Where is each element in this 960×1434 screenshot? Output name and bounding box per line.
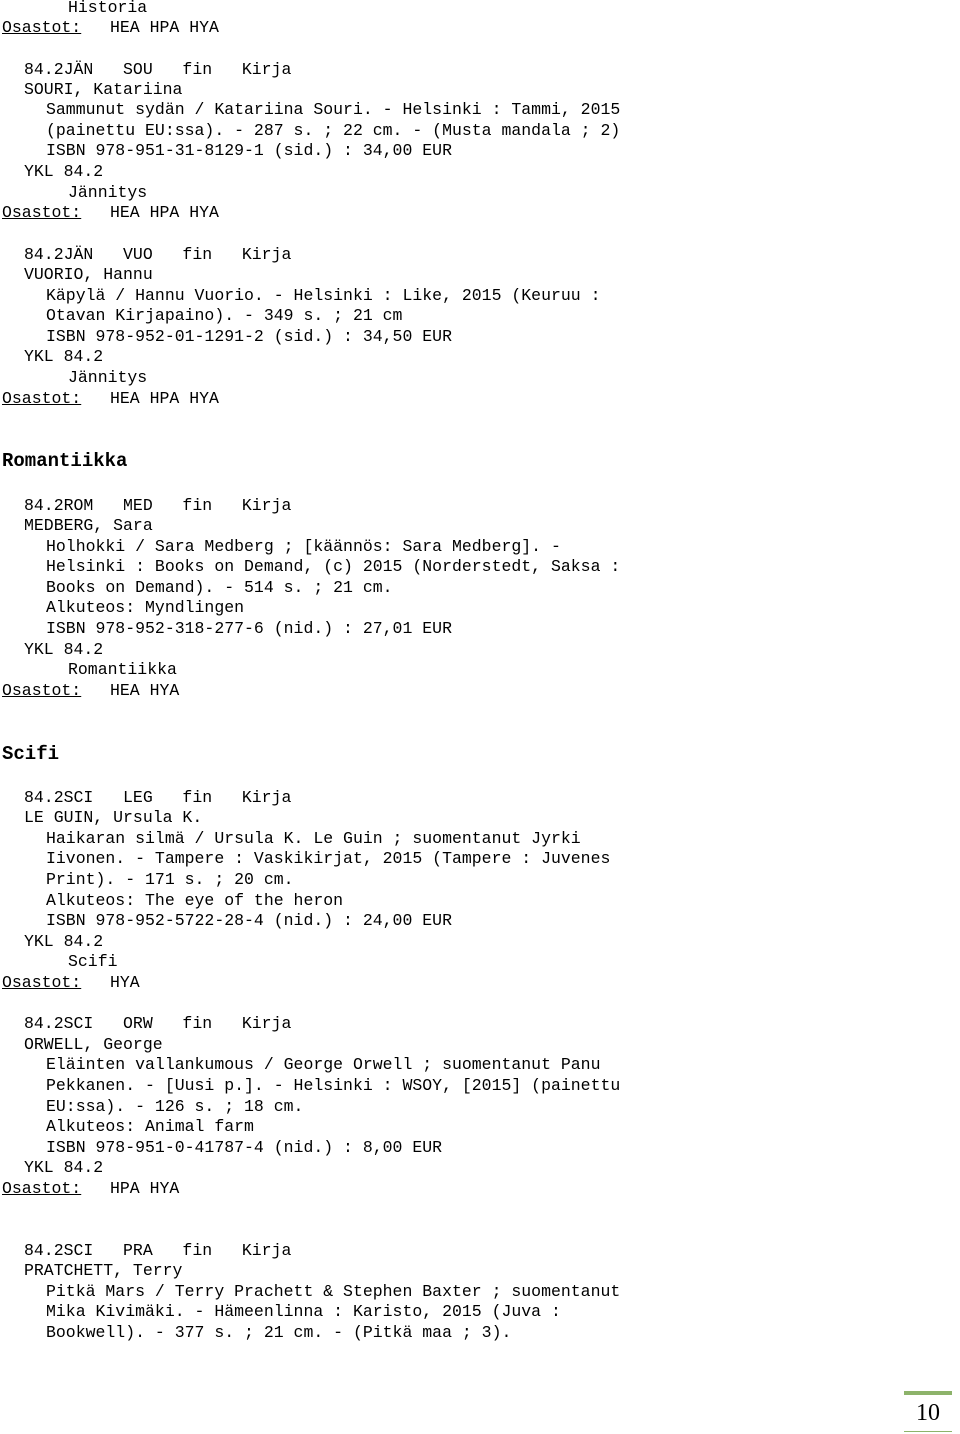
title-line: Pitkä Mars / Terry Prachett & Stephen Baxter ; suomentanut: [46, 1282, 621, 1301]
ykl: YKL 84.2: [24, 640, 104, 659]
ykl: YKL 84.2: [24, 347, 104, 366]
isbn: ISBN 978-951-0-41787-4 (nid.) : 8,00 EUR: [46, 1138, 443, 1157]
title-line: Haikaran silmä / Ursula K. Le Guin ; suomentanut Jyrki: [46, 829, 581, 848]
title-line: Helsinki : Books on Demand, (c) 2015 (Norderstedt, Saksa :: [46, 557, 621, 576]
original-title: Alkuteos: Animal farm: [46, 1117, 254, 1136]
isbn: ISBN 978-951-31-8129-1 (sid.) : 34,00 EUR: [46, 141, 452, 160]
osastot-label: Osastot:: [2, 203, 82, 222]
title-line: Otavan Kirjapaino). - 349 s. ; 21 cm: [46, 306, 403, 325]
title-line: Pekkanen. - [Uusi p.]. - Helsinki : WSOY, [2015] (painettu: [46, 1076, 621, 1095]
isbn: ISBN 978-952-5722-28-4 (nid.) : 24,00 EUR: [46, 911, 452, 930]
call-number: 84.2JÄN VUO fin Kirja: [24, 245, 292, 264]
author: LE GUIN, Ursula K.: [24, 808, 203, 827]
title-line: Iivonen. - Tampere : Vaskikirjat, 2015 (Tampere : Juvenes: [46, 849, 611, 868]
genre: Scifi: [68, 952, 118, 971]
osastot-label: Osastot:: [2, 1179, 82, 1198]
title-line: EU:ssa). - 126 s. ; 18 cm.: [46, 1097, 304, 1116]
title-line: Käpylä / Hannu Vuorio. - Helsinki : Like, 2015 (Keuruu :: [46, 286, 601, 305]
genre: Jännitys: [68, 183, 148, 202]
author: SOURI, Katariina: [24, 80, 183, 99]
genre: Jännitys: [68, 368, 148, 387]
title-line: Eläinten vallankumous / George Orwell ; suomentanut Panu: [46, 1055, 601, 1074]
osastot-value: HEA HPA HYA: [110, 389, 219, 408]
call-number: 84.2JÄN SOU fin Kirja: [24, 60, 292, 79]
genre: Romantiikka: [68, 660, 177, 679]
call-number: 84.2SCI PRA fin Kirja: [24, 1241, 292, 1260]
author: PRATCHETT, Terry: [24, 1261, 183, 1280]
isbn: ISBN 978-952-01-1291-2 (sid.) : 34,50 EUR: [46, 327, 452, 346]
section-heading-scifi: Scifi: [2, 743, 60, 765]
author: ORWELL, George: [24, 1035, 163, 1054]
title-line: Books on Demand). - 514 s. ; 21 cm.: [46, 578, 393, 597]
ykl: YKL 84.2: [24, 1158, 104, 1177]
osastot-value: HEA HPA HYA: [110, 203, 219, 222]
osastot-label: Osastot:: [2, 389, 82, 408]
section-heading-romantiikka: Romantiikka: [2, 450, 128, 472]
call-number: 84.2SCI ORW fin Kirja: [24, 1014, 292, 1033]
title-line: Bookwell). - 377 s. ; 21 cm. - (Pitkä maa ; 3).: [46, 1323, 512, 1342]
osastot-label: Osastot:: [2, 681, 82, 700]
title-line: Print). - 171 s. ; 20 cm.: [46, 870, 294, 889]
title-line: Holhokki / Sara Medberg ; [käännös: Sara Medberg]. -: [46, 537, 561, 556]
author: VUORIO, Hannu: [24, 265, 153, 284]
original-title: Alkuteos: The eye of the heron: [46, 891, 344, 910]
ykl: YKL 84.2: [24, 932, 104, 951]
call-number: 84.2SCI LEG fin Kirja: [24, 788, 292, 807]
title-line: (painettu EU:ssa). - 287 s. ; 22 cm. - (Musta mandala ; 2): [46, 121, 621, 140]
ykl: YKL 84.2: [24, 162, 104, 181]
osastot-value: HYA: [110, 973, 140, 992]
title-line: Mika Kivimäki. - Hämeenlinna : Karisto, 2015 (Juva :: [46, 1302, 561, 1321]
osastot-label: Osastot:: [2, 973, 82, 992]
osastot-value: HEA HPA HYA: [110, 18, 219, 37]
isbn: ISBN 978-952-318-277-6 (nid.) : 27,01 EUR: [46, 619, 452, 638]
author: MEDBERG, Sara: [24, 516, 153, 535]
osastot-value: HPA HYA: [110, 1179, 180, 1198]
call-number: 84.2ROM MED fin Kirja: [24, 496, 292, 515]
title-line: Sammunut sydän / Katariina Souri. - Helsinki : Tammi, 2015: [46, 100, 621, 119]
page-number: 10: [904, 1391, 952, 1432]
genre-line: Historia: [68, 0, 148, 17]
osastot-label: Osastot:: [2, 18, 82, 37]
osastot-value: HEA HYA: [110, 681, 180, 700]
original-title: Alkuteos: Myndlingen: [46, 598, 245, 617]
